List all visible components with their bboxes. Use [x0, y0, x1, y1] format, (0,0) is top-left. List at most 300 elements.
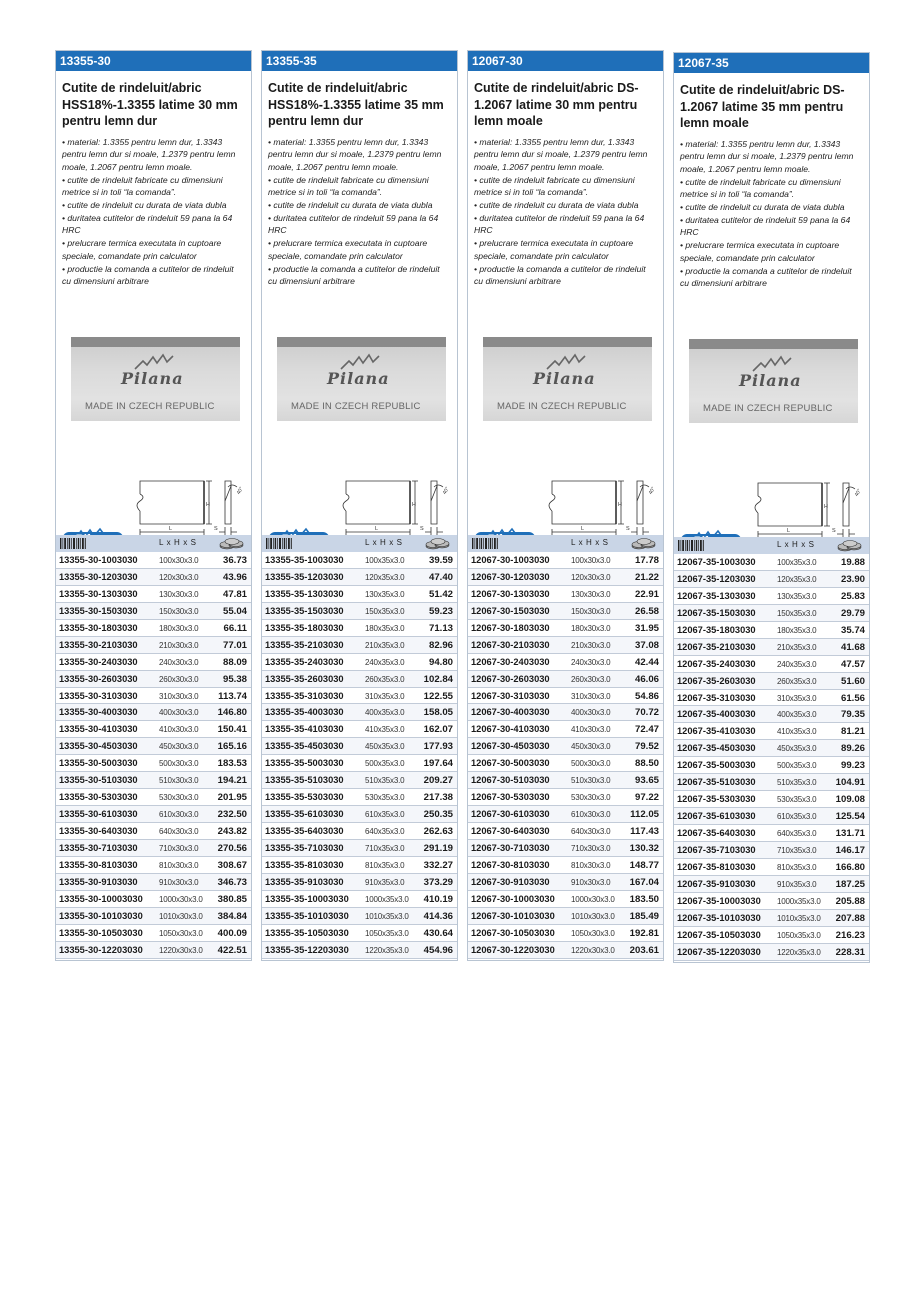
product-code: 12067-30-12203030	[471, 944, 555, 955]
table-row	[468, 908, 663, 925]
price: 79.35	[840, 709, 865, 721]
dimensions: 150x35x3.0	[365, 606, 405, 616]
product-code: 12067-30-5103030	[471, 775, 550, 786]
price: 93.65	[634, 775, 659, 787]
dimensions: 500x35x3.0	[365, 759, 405, 769]
table-row	[674, 791, 869, 808]
product-code: 13355-35-10003030	[265, 893, 349, 904]
made-in-label: MADE IN CZECH REPUBLIC	[703, 403, 833, 414]
dimensions: 810x30x3.0	[159, 860, 199, 870]
table-row	[468, 823, 663, 840]
table-row	[262, 891, 457, 908]
price: 148.77	[629, 859, 659, 871]
dimensions: 450x35x3.0	[365, 742, 405, 752]
table-row	[468, 874, 663, 891]
product-code: 12067-30-2603030	[471, 673, 550, 684]
dimensions: 100x35x3.0	[365, 556, 405, 565]
product-code: 12067-35-5103030	[677, 777, 756, 788]
price: 36.73	[222, 555, 247, 566]
product-code: 13355-30-1503030	[59, 605, 138, 616]
table-row	[468, 857, 663, 874]
table-row	[56, 908, 251, 925]
dimensions: 240x30x3.0	[571, 657, 611, 667]
product-code: 13355-30-1803030	[59, 622, 138, 633]
dimensions: 510x35x3.0	[365, 776, 405, 786]
product-code: 13355-35-3103030	[265, 690, 344, 701]
table-row	[468, 925, 663, 942]
product-code: 12067-35-1503030	[677, 607, 756, 618]
dimensions: 210x35x3.0	[365, 640, 405, 650]
dim-s-label: S	[626, 526, 630, 532]
dimensions: 810x35x3.0	[365, 860, 405, 870]
dimensions: 1050x35x3.0	[777, 930, 821, 940]
product-code: 12067-30-10503030	[471, 927, 555, 938]
feature-item: • duritatea cutitelor de rindeluit 59 pana la 64 HRC	[680, 214, 851, 238]
table-row	[674, 605, 869, 622]
photo-brand: Pilana	[739, 371, 802, 390]
product-code: 13355-30-1203030	[59, 571, 138, 582]
price: 217.38	[423, 792, 453, 804]
product-code-header: 13355-30	[56, 51, 251, 71]
product-code: 12067-30-1003030	[471, 555, 550, 565]
price: 400.09	[217, 927, 247, 939]
product-code: 13355-35-1803030	[265, 622, 344, 633]
table-row	[674, 757, 869, 774]
table-row	[262, 654, 457, 671]
product-code: 13355-35-12203030	[265, 944, 349, 955]
product-code: 13355-35-1303030	[265, 588, 344, 599]
product-code: 12067-35-10103030	[677, 912, 761, 923]
product-code-header: 13355-35	[262, 51, 457, 71]
table-row	[468, 840, 663, 857]
price: 194.21	[217, 775, 247, 787]
table-row	[262, 908, 457, 925]
product-code: 12067-35-10003030	[677, 895, 761, 906]
price: 185.49	[629, 910, 659, 922]
table-row	[262, 671, 457, 688]
table-row	[56, 704, 251, 721]
price: 177.93	[423, 741, 453, 753]
dimensions: 640x30x3.0	[571, 827, 611, 836]
photo-brand: Pilana	[327, 369, 390, 388]
feature-item: • prelucrare termica executata in cuptoare speciale, comandate prin calculator	[680, 240, 840, 263]
price: 216.23	[835, 929, 865, 941]
product-code: 13355-30-2103030	[59, 639, 138, 650]
table-row	[262, 874, 457, 891]
price: 262.63	[423, 826, 453, 837]
price: 99.23	[840, 760, 865, 772]
product-title: Cutite de rindeluit/abric DS-1.2067 latime 30 mm pentru lemn moale	[474, 81, 639, 128]
dimensions: 1220x30x3.0	[159, 945, 203, 955]
table-row	[674, 673, 869, 690]
product-code: 13355-30-4003030	[59, 707, 138, 718]
price: 131.71	[835, 828, 865, 839]
dimensions: 710x35x3.0	[365, 843, 405, 853]
product-code: 12067-35-2603030	[677, 675, 756, 686]
feature-list	[680, 138, 863, 290]
product-code: 13355-35-6103030	[265, 809, 344, 820]
blade-side-view	[631, 481, 649, 535]
product-card	[261, 50, 458, 961]
product-code-header: 12067-35	[674, 53, 869, 73]
price: 21.22	[634, 571, 659, 583]
price: 104.91	[835, 777, 865, 789]
dimensions: 130x30x3.0	[571, 589, 611, 599]
price: 207.88	[835, 912, 865, 924]
feature-item: • cutite de rindeluit cu durata de viata dubla	[680, 202, 845, 213]
product-card	[467, 50, 664, 961]
price: 228.31	[835, 946, 865, 958]
price: 422.51	[217, 944, 247, 956]
dimensions: 210x30x3.0	[159, 640, 199, 650]
price: 197.64	[423, 758, 453, 770]
product-code: 13355-35-2103030	[265, 639, 344, 650]
table-row	[674, 554, 869, 571]
product-card	[673, 52, 870, 963]
dimensions: 120x30x3.0	[571, 572, 611, 582]
blade-diagram	[468, 431, 665, 536]
table-row	[262, 569, 457, 586]
dimensions: 150x30x3.0	[571, 606, 611, 616]
photo-brand: Pilana	[121, 369, 184, 388]
price: 209.27	[423, 775, 453, 787]
dimensions: 510x35x3.0	[777, 778, 817, 788]
table-row	[674, 808, 869, 825]
table-row	[468, 738, 663, 755]
dimensions: 180x35x3.0	[777, 625, 817, 635]
product-code: 12067-35-1803030	[677, 624, 756, 635]
table-row	[468, 620, 663, 637]
price: 158.05	[423, 707, 453, 719]
table-row	[674, 876, 869, 893]
table-row	[468, 569, 663, 586]
dimensions: 240x35x3.0	[365, 657, 405, 667]
blade-diagram	[56, 431, 253, 536]
product-code: 13355-30-4103030	[59, 724, 138, 735]
blade-side-view	[837, 483, 855, 537]
price: 55.04	[222, 605, 247, 617]
angle-label: 40°	[853, 488, 863, 498]
dim-h-label: H	[824, 504, 828, 510]
dimensions: 1220x35x3.0	[365, 945, 409, 955]
feature-item: • productie la comanda a cutitelor de rindeluit cu dimensiuni arbitrare	[62, 263, 234, 287]
dimensions: 100x30x3.0	[571, 556, 611, 565]
dim-s-label: S	[832, 528, 836, 534]
dimensions: 310x35x3.0	[365, 691, 405, 701]
product-code: 13355-35-2403030	[265, 656, 344, 667]
price: 97.22	[634, 792, 659, 804]
angle-label: 40°	[647, 486, 657, 496]
table-row	[56, 738, 251, 755]
price: 430.64	[423, 927, 453, 939]
dimensions: 910x30x3.0	[159, 877, 199, 887]
product-code: 12067-35-4503030	[677, 743, 756, 754]
table-header	[674, 537, 869, 554]
table-row	[468, 891, 663, 908]
price: 384.84	[217, 910, 247, 922]
coins-price-icon	[631, 537, 657, 550]
product-photo	[277, 337, 446, 421]
price: 25.83	[840, 590, 865, 602]
price: 66.11	[223, 622, 247, 634]
price: 122.55	[423, 690, 453, 702]
product-code: 12067-30-4103030	[471, 724, 550, 735]
price: 35.74	[840, 624, 865, 636]
price: 414.36	[423, 910, 453, 922]
dim-s-label: S	[214, 526, 218, 532]
table-row	[56, 840, 251, 857]
product-code-header: 12067-30	[468, 51, 663, 71]
blade-front-view	[343, 481, 418, 535]
product-code: 12067-35-1303030	[677, 590, 756, 601]
price: 95.38	[222, 673, 247, 685]
price: 88.09	[222, 656, 247, 668]
table-row	[262, 620, 457, 637]
price: 346.73	[217, 876, 247, 888]
table-row	[56, 942, 251, 959]
dimensions: 610x30x3.0	[159, 810, 199, 820]
dimensions: 1220x30x3.0	[571, 945, 615, 955]
price: 130.32	[629, 842, 659, 854]
price: 22.91	[634, 588, 659, 600]
dimensions: 400x30x3.0	[571, 708, 611, 718]
angle-label: 40°	[235, 486, 245, 496]
dimensions: 530x35x3.0	[365, 793, 405, 803]
table-row	[262, 738, 457, 755]
table-row	[262, 586, 457, 603]
product-code: 13355-35-1503030	[265, 605, 344, 616]
table-row	[468, 688, 663, 705]
product-code: 13355-30-7103030	[59, 842, 138, 853]
dimensions: 640x30x3.0	[159, 827, 199, 836]
price: 94.80	[428, 656, 453, 668]
blade-front-view	[549, 481, 624, 535]
price: 410.19	[423, 893, 453, 905]
table-row	[674, 706, 869, 723]
dimensions: 510x30x3.0	[571, 776, 611, 786]
product-code: 12067-35-7103030	[677, 844, 756, 855]
product-code: 13355-30-8103030	[59, 859, 138, 870]
price: 29.79	[840, 607, 865, 619]
price: 232.50	[217, 809, 247, 821]
product-code: 13355-35-10503030	[265, 927, 349, 938]
blade-diagram	[262, 431, 459, 536]
dimensions: 1000x30x3.0	[159, 894, 203, 904]
dimensions: 100x30x3.0	[159, 556, 199, 565]
feature-item: • cutite de rindeluit cu durata de viata dubla	[474, 200, 639, 211]
dimensions: 1010x30x3.0	[159, 911, 203, 921]
price: 26.58	[634, 605, 659, 617]
feature-item: • productie la comanda a cutitelor de rindeluit cu dimensiuni arbitrare	[268, 263, 440, 287]
dimensions: 500x30x3.0	[571, 759, 611, 769]
table-row	[674, 944, 869, 961]
dimensions: 450x30x3.0	[159, 742, 199, 752]
price: 19.88	[840, 557, 865, 568]
table-row	[674, 910, 869, 927]
product-code: 12067-30-3103030	[471, 690, 550, 701]
price: 17.78	[634, 555, 659, 566]
price: 183.53	[217, 758, 247, 770]
price: 54.86	[634, 690, 659, 702]
made-in-label: MADE IN CZECH REPUBLIC	[497, 401, 627, 412]
price: 243.82	[217, 826, 247, 837]
price: 201.95	[217, 792, 247, 804]
dimensions-header: L x H x S	[777, 540, 815, 549]
dimensions: 910x35x3.0	[365, 877, 405, 887]
price: 117.43	[630, 826, 659, 837]
table-row	[468, 721, 663, 738]
product-code: 12067-35-6103030	[677, 811, 756, 822]
dimensions: 450x30x3.0	[571, 742, 611, 752]
dimensions: 260x35x3.0	[777, 676, 817, 686]
price: 205.88	[835, 895, 865, 907]
barcode-icon	[60, 538, 86, 549]
price: 203.61	[629, 944, 659, 956]
price: 109.08	[835, 794, 865, 806]
table-row	[56, 721, 251, 738]
feature-item: • duritatea cutitelor de rindeluit 59 pana la 64 HRC	[62, 212, 233, 236]
dimensions-header: L x H x S	[365, 538, 403, 547]
product-code: 12067-30-10003030	[471, 893, 555, 904]
product-title: Cutite de rindeluit/abric HSS18%-1.3355 latime 35 mm pentru lemn dur	[268, 81, 444, 128]
product-code: 13355-35-7103030	[265, 842, 344, 853]
product-code: 13355-35-9103030	[265, 876, 344, 887]
product-code: 12067-30-5303030	[471, 792, 550, 803]
table-header	[262, 535, 457, 552]
price: 41.68	[840, 641, 865, 653]
blade-side-view	[425, 481, 443, 535]
table-row	[468, 671, 663, 688]
dimensions: 1050x30x3.0	[159, 928, 203, 938]
dimensions: 410x30x3.0	[159, 725, 199, 735]
price: 165.16	[217, 741, 247, 753]
product-photo	[71, 337, 240, 421]
dimensions: 1000x35x3.0	[365, 894, 409, 904]
feature-item: • cutite de rindeluit fabricate cu dimensiuni metrice si in toli “la comanda”.	[62, 174, 223, 198]
table-row	[262, 637, 457, 654]
dimensions: 310x30x3.0	[571, 691, 611, 701]
table-row	[674, 656, 869, 673]
price: 162.07	[423, 724, 453, 736]
feature-list	[62, 136, 245, 288]
table-row	[262, 755, 457, 772]
dimensions: 530x35x3.0	[777, 795, 817, 805]
dimensions: 610x35x3.0	[777, 812, 817, 822]
table-row	[56, 654, 251, 671]
table-row	[468, 806, 663, 823]
blade-front-view	[137, 481, 212, 535]
feature-item: • cutite de rindeluit fabricate cu dimensiuni metrice si in toli “la comanda”.	[268, 174, 429, 198]
price: 59.23	[428, 605, 453, 617]
product-code: 12067-35-6403030	[677, 828, 756, 838]
product-code: 12067-30-6103030	[471, 809, 550, 820]
dimensions: 510x30x3.0	[159, 776, 199, 786]
dimensions-header: L x H x S	[159, 538, 197, 547]
dimensions: 400x35x3.0	[777, 710, 817, 720]
price: 102.84	[423, 673, 453, 685]
table-row	[262, 789, 457, 806]
table-row	[674, 842, 869, 859]
table-row	[56, 569, 251, 586]
table-row	[674, 639, 869, 656]
feature-item: • cutite de rindeluit cu durata de viata dubla	[62, 200, 227, 211]
dimensions: 120x35x3.0	[777, 574, 817, 584]
price-table	[262, 552, 457, 959]
table-row	[56, 671, 251, 688]
product-code: 13355-35-1203030	[265, 571, 344, 582]
product-code: 13355-35-5103030	[265, 775, 344, 786]
price: 167.04	[629, 876, 659, 888]
table-row	[262, 772, 457, 789]
dimensions: 180x35x3.0	[365, 623, 405, 633]
dimensions: 120x30x3.0	[159, 572, 199, 582]
table-row	[56, 789, 251, 806]
dimensions: 530x30x3.0	[571, 793, 611, 803]
table-row	[262, 721, 457, 738]
product-code: 12067-35-5303030	[677, 794, 756, 805]
table-header	[56, 535, 251, 552]
dimensions: 410x35x3.0	[777, 727, 817, 737]
dim-s-label: S	[420, 526, 424, 532]
dimensions: 130x35x3.0	[365, 589, 405, 599]
table-row	[56, 755, 251, 772]
table-row	[262, 925, 457, 942]
dimensions: 100x35x3.0	[777, 558, 817, 567]
price-table	[674, 554, 869, 961]
price: 270.56	[217, 842, 247, 854]
product-code: 12067-35-1003030	[677, 557, 756, 567]
price: 47.40	[428, 571, 453, 583]
dimensions: 150x35x3.0	[777, 608, 817, 618]
made-in-label: MADE IN CZECH REPUBLIC	[291, 401, 421, 412]
table-row	[262, 823, 457, 840]
product-code: 13355-35-5303030	[265, 792, 344, 803]
dimensions: 120x35x3.0	[365, 572, 405, 582]
dimensions: 1010x35x3.0	[777, 913, 821, 923]
product-code: 12067-30-9103030	[471, 876, 550, 887]
table-row	[56, 552, 251, 569]
price: 250.35	[423, 809, 453, 821]
table-row	[468, 942, 663, 959]
price: 291.19	[423, 842, 453, 854]
product-code: 13355-30-10103030	[59, 910, 143, 921]
dimensions: 1000x30x3.0	[571, 894, 615, 904]
product-code: 13355-30-10503030	[59, 927, 143, 938]
product-code: 13355-30-2403030	[59, 656, 138, 667]
table-row	[674, 723, 869, 740]
dimensions: 410x35x3.0	[365, 725, 405, 735]
dimensions: 610x35x3.0	[365, 810, 405, 820]
price: 192.81	[629, 927, 659, 939]
table-row	[674, 571, 869, 588]
price: 61.56	[840, 692, 865, 704]
table-row	[56, 891, 251, 908]
table-row	[674, 825, 869, 842]
table-row	[56, 637, 251, 654]
product-title: Cutite de rindeluit/abric DS-1.2067 latime 35 mm pentru lemn moale	[680, 83, 845, 130]
table-row	[262, 688, 457, 705]
table-row	[56, 688, 251, 705]
table-row	[262, 806, 457, 823]
product-code: 12067-30-1803030	[471, 622, 550, 633]
blade-front-view	[755, 483, 830, 537]
dimensions: 210x35x3.0	[777, 642, 817, 652]
product-code: 12067-30-10103030	[471, 910, 555, 921]
price: 70.72	[634, 707, 659, 719]
product-code: 13355-35-6403030	[265, 826, 344, 836]
product-code: 13355-30-6403030	[59, 826, 138, 836]
table-row	[56, 603, 251, 620]
